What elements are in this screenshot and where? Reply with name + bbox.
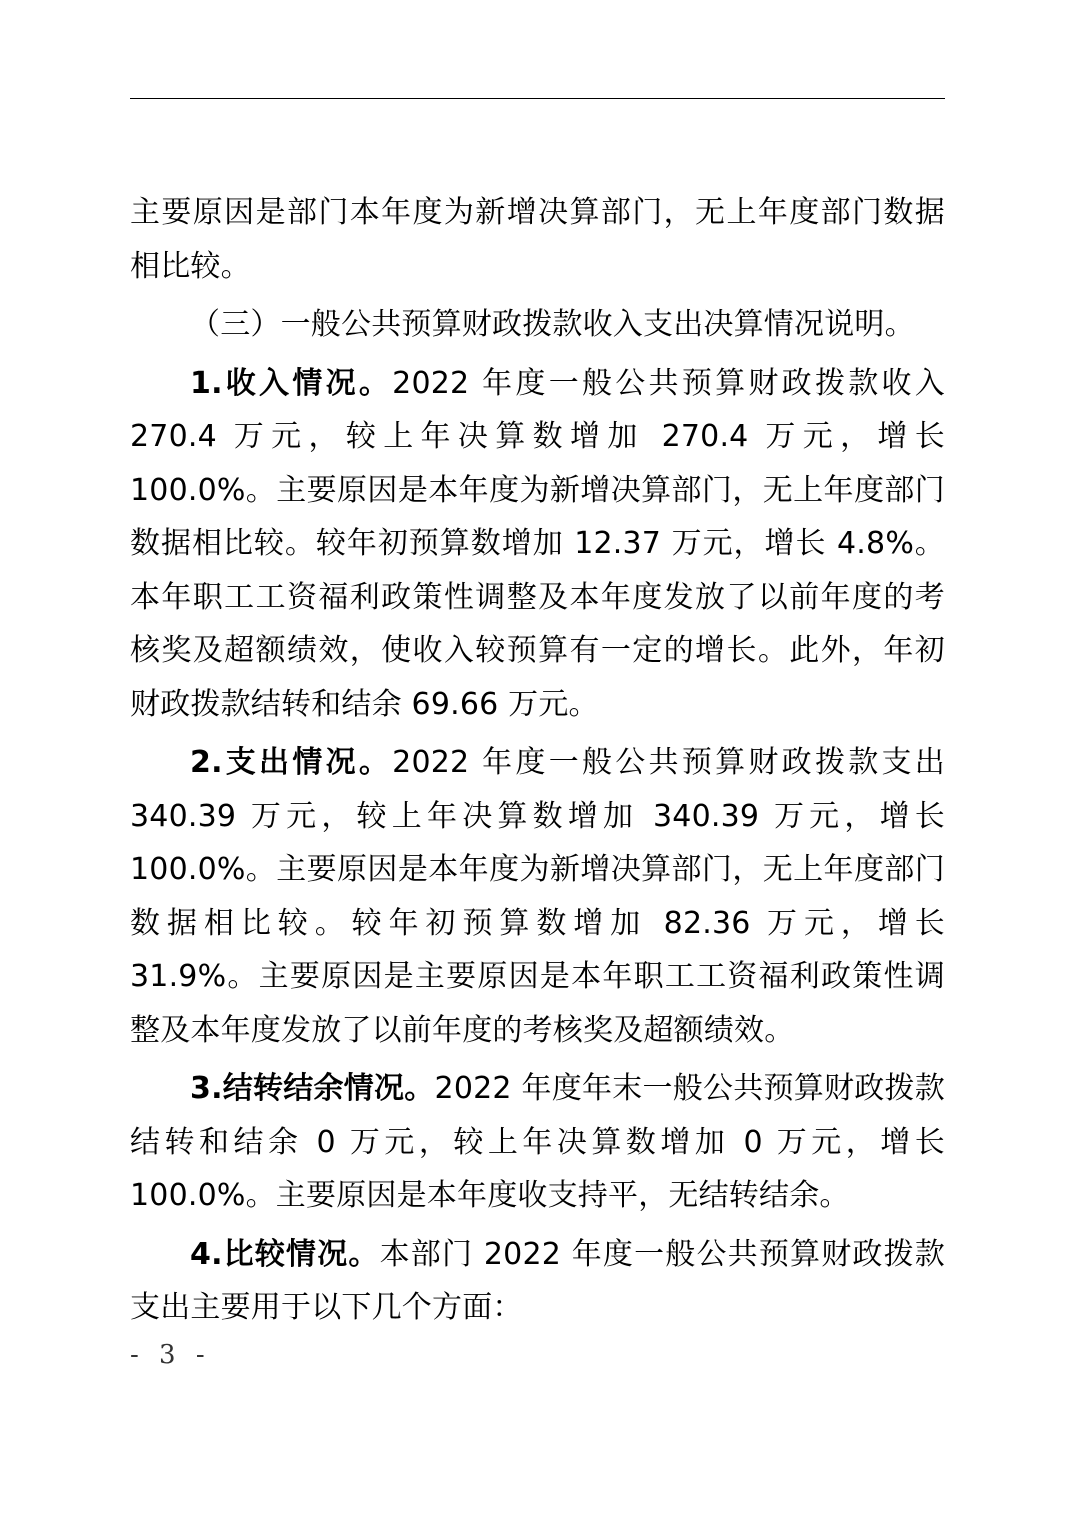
- carryover-text: 2022 年度年末一般公共预算财政拨款结转和结余 0 万元，较上年决算数增加 0 万元，增长 100.0%。主要原因是本年度收支持平，无结转结余。: [130, 1071, 946, 1213]
- expenditure-text: 2022 年度一般公共预算财政拨款支出 340.39 万元，较上年决算数增加 340.39 万元，增长 100.0%。主要原因是本年度为新增决算部门，无上年度部门数据相比较。较年初预算数增加 82.36 万元，增长 31.9%。主要原因是主要原因是本年职工工资福利政策性调整及本年度发放了以前年度的考核奖及超额绩效。: [130, 745, 946, 1048]
- income-text: 2022 年度一般公共预算财政拨款收入 270.4 万元，较上年决算数增加 270.4 万元，增长 100.0%。主要原因是本年度为新增决算部门，无上年度部门数据相比较。较年初预算数增加 12.37 万元，增长 4.8%。本年职工工资福利政策性调整及本年度发放了以前年度的考核奖及超额绩效，使收入较预算有一定的增长。此外，年初财政拨款结转和结余 69.66 万元。: [130, 365, 946, 722]
- comparison-text: 本部门 2022 年度一般公共预算财政拨款支出主要用于以下几个方面：: [130, 1236, 945, 1325]
- income-heading: 1.收入情况。: [190, 365, 393, 401]
- paragraph-comparison: [130, 1228, 945, 1335]
- page-number: - 3 -: [130, 1340, 211, 1370]
- paragraph-continuation: [130, 186, 945, 293]
- document-body: [130, 186, 945, 1340]
- paragraph-text: 主要原因是部门本年度为新增决算部门，无上年度部门数据相比较。: [130, 195, 945, 284]
- section-heading: [130, 298, 945, 352]
- section-heading-text: （三）一般公共预算财政拨款收入支出决算情况说明。: [190, 307, 915, 342]
- paragraph-carryover: [130, 1062, 945, 1223]
- expenditure-heading: 2.支出情况。: [190, 745, 393, 780]
- comparison-heading: 4.比较情况。: [190, 1236, 380, 1272]
- header-rule: [130, 98, 945, 99]
- carryover-heading: 3.结转结余情况。: [190, 1071, 435, 1106]
- paragraph-income: [130, 357, 945, 732]
- paragraph-expenditure: [130, 736, 945, 1057]
